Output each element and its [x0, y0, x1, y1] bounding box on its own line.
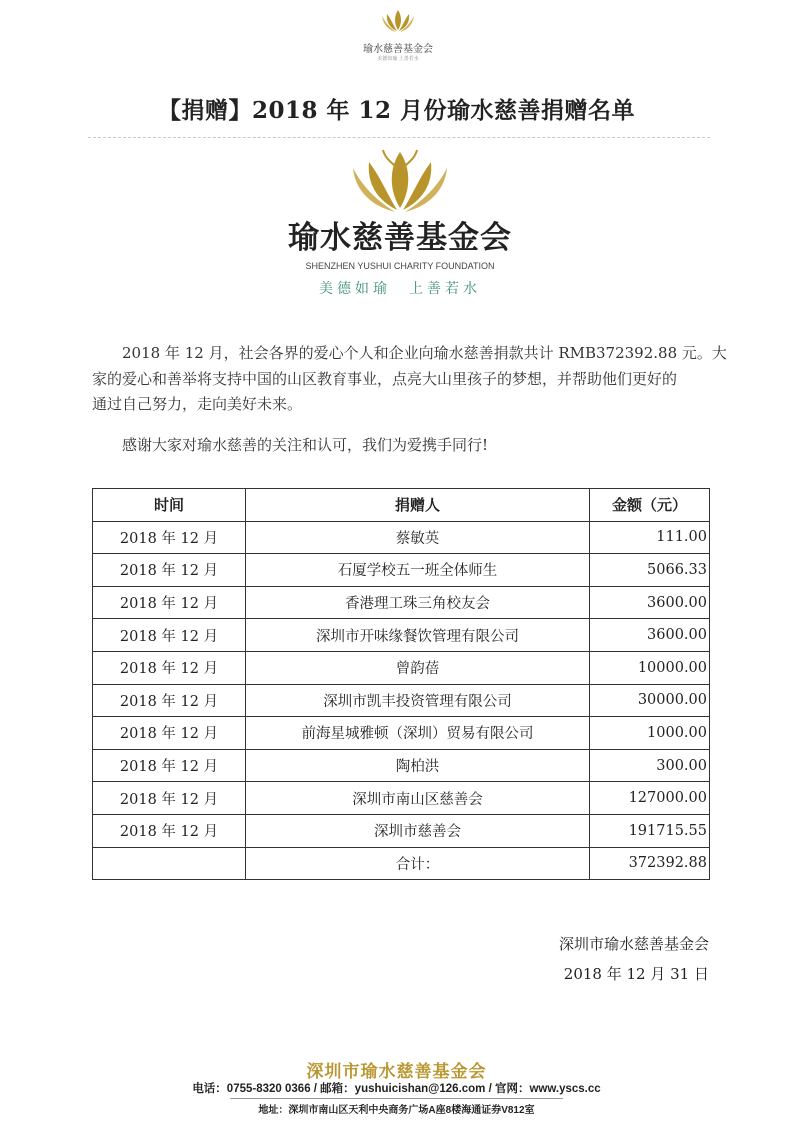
row-donor: 前海星城雅顿（深圳）贸易有限公司 [246, 717, 590, 750]
row-donor: 深圳市开味缘餐饮管理有限公司 [246, 619, 590, 652]
table-header-row [93, 489, 710, 522]
row-donor: 深圳市凯丰投资管理有限公司 [246, 684, 590, 717]
row-amount: 111.00 [590, 521, 710, 554]
row-amount: 127000.00 [590, 782, 710, 815]
table-row [93, 554, 710, 587]
table-row [93, 814, 710, 847]
foundation-logo [270, 148, 530, 298]
row-amount: 30000.00 [590, 684, 710, 717]
row-donor: 陶柏洪 [246, 749, 590, 782]
signature-date: 2018 年 12 月 31 日 [563, 965, 709, 983]
row-time: 2018 年 12 月 [93, 814, 246, 847]
donation-table [92, 488, 710, 880]
thanks-paragraph: 感谢大家对瑜水慈善的关注和认可，我们为爱携手同行! [122, 436, 489, 454]
footer-contact: 电话：0755-8320 0366 / 邮箱：yushuicishan@126.com / 官网：www.yscs.cc [192, 1083, 601, 1095]
total-amount: 372392.88 [590, 847, 710, 880]
row-amount: 10000.00 [590, 651, 710, 684]
row-amount: 3600.00 [590, 619, 710, 652]
intro-line: 通过自己努力，走向美好未来。 [92, 395, 303, 413]
header-amount: 金额（元） [590, 489, 710, 522]
header-logo [356, 6, 440, 64]
row-donor: 蔡敏英 [246, 521, 590, 554]
intro-line: 家的爱心和善举将支持中国的山区教育事业，点亮大山里孩子的梦想，并帮助他们更好的 [92, 369, 678, 388]
row-time: 2018 年 12 月 [93, 586, 246, 619]
page-title: 【捐赠】2018 年 12 月份瑜水慈善捐赠名单 [157, 97, 636, 124]
total-label: 合计： [246, 847, 590, 880]
total-row [93, 847, 710, 880]
intro-paragraph [92, 341, 727, 418]
row-donor: 深圳市南山区慈善会 [246, 782, 590, 815]
signature-organization: 深圳市瑜水慈善基金会 [558, 935, 709, 953]
row-time: 2018 年 12 月 [93, 717, 246, 750]
footer-divider [230, 1098, 563, 1099]
lotus-emblem-icon [345, 148, 455, 214]
row-amount: 1000.00 [590, 717, 710, 750]
header-logo-name: 瑜水慈善基金会 [363, 44, 433, 55]
intro-line: 2018 年 12 月，社会各界的爱心个人和企业向瑜水慈善捐款共计 RMB372392.88 元。大 [122, 344, 727, 362]
header-logo-tagline: 美德如瑜 上善若水 [377, 56, 419, 62]
table-row [93, 619, 710, 652]
header-donor: 捐赠人 [246, 489, 590, 522]
row-time: 2018 年 12 月 [93, 749, 246, 782]
row-time: 2018 年 12 月 [93, 521, 246, 554]
row-donor: 石厦学校五一班全体师生 [246, 554, 590, 587]
title-divider [88, 137, 710, 138]
total-empty-cell [93, 847, 246, 880]
row-time: 2018 年 12 月 [93, 651, 246, 684]
header-time: 时间 [93, 489, 246, 522]
row-donor: 曾韵蓓 [246, 651, 590, 684]
table-row [93, 782, 710, 815]
logo-name-cn: 瑜水慈善基金会 [288, 220, 512, 256]
footer-address: 地址：深圳市南山区天利中央商务广场A座8楼海通证券V812室 [258, 1105, 535, 1116]
table-row [93, 749, 710, 782]
logo-slogan: 美德如瑜 上善若水 [319, 281, 481, 297]
footer-org-name: 深圳市瑜水慈善基金会 [306, 1062, 487, 1082]
row-time: 2018 年 12 月 [93, 684, 246, 717]
table-row [93, 586, 710, 619]
table-row [93, 717, 710, 750]
table-row [93, 521, 710, 554]
row-amount: 3600.00 [590, 586, 710, 619]
row-amount: 191715.55 [590, 814, 710, 847]
table-row [93, 651, 710, 684]
row-donor: 香港理工珠三角校友会 [246, 586, 590, 619]
lotus-logo-icon [378, 6, 418, 36]
row-donor: 深圳市慈善会 [246, 814, 590, 847]
row-time: 2018 年 12 月 [93, 782, 246, 815]
row-amount: 5066.33 [590, 554, 710, 587]
row-amount: 300.00 [590, 749, 710, 782]
row-time: 2018 年 12 月 [93, 554, 246, 587]
row-time: 2018 年 12 月 [93, 619, 246, 652]
table-row [93, 684, 710, 717]
logo-name-en: SHENZHEN YUSHUI CHARITY FOUNDATION [305, 261, 495, 271]
